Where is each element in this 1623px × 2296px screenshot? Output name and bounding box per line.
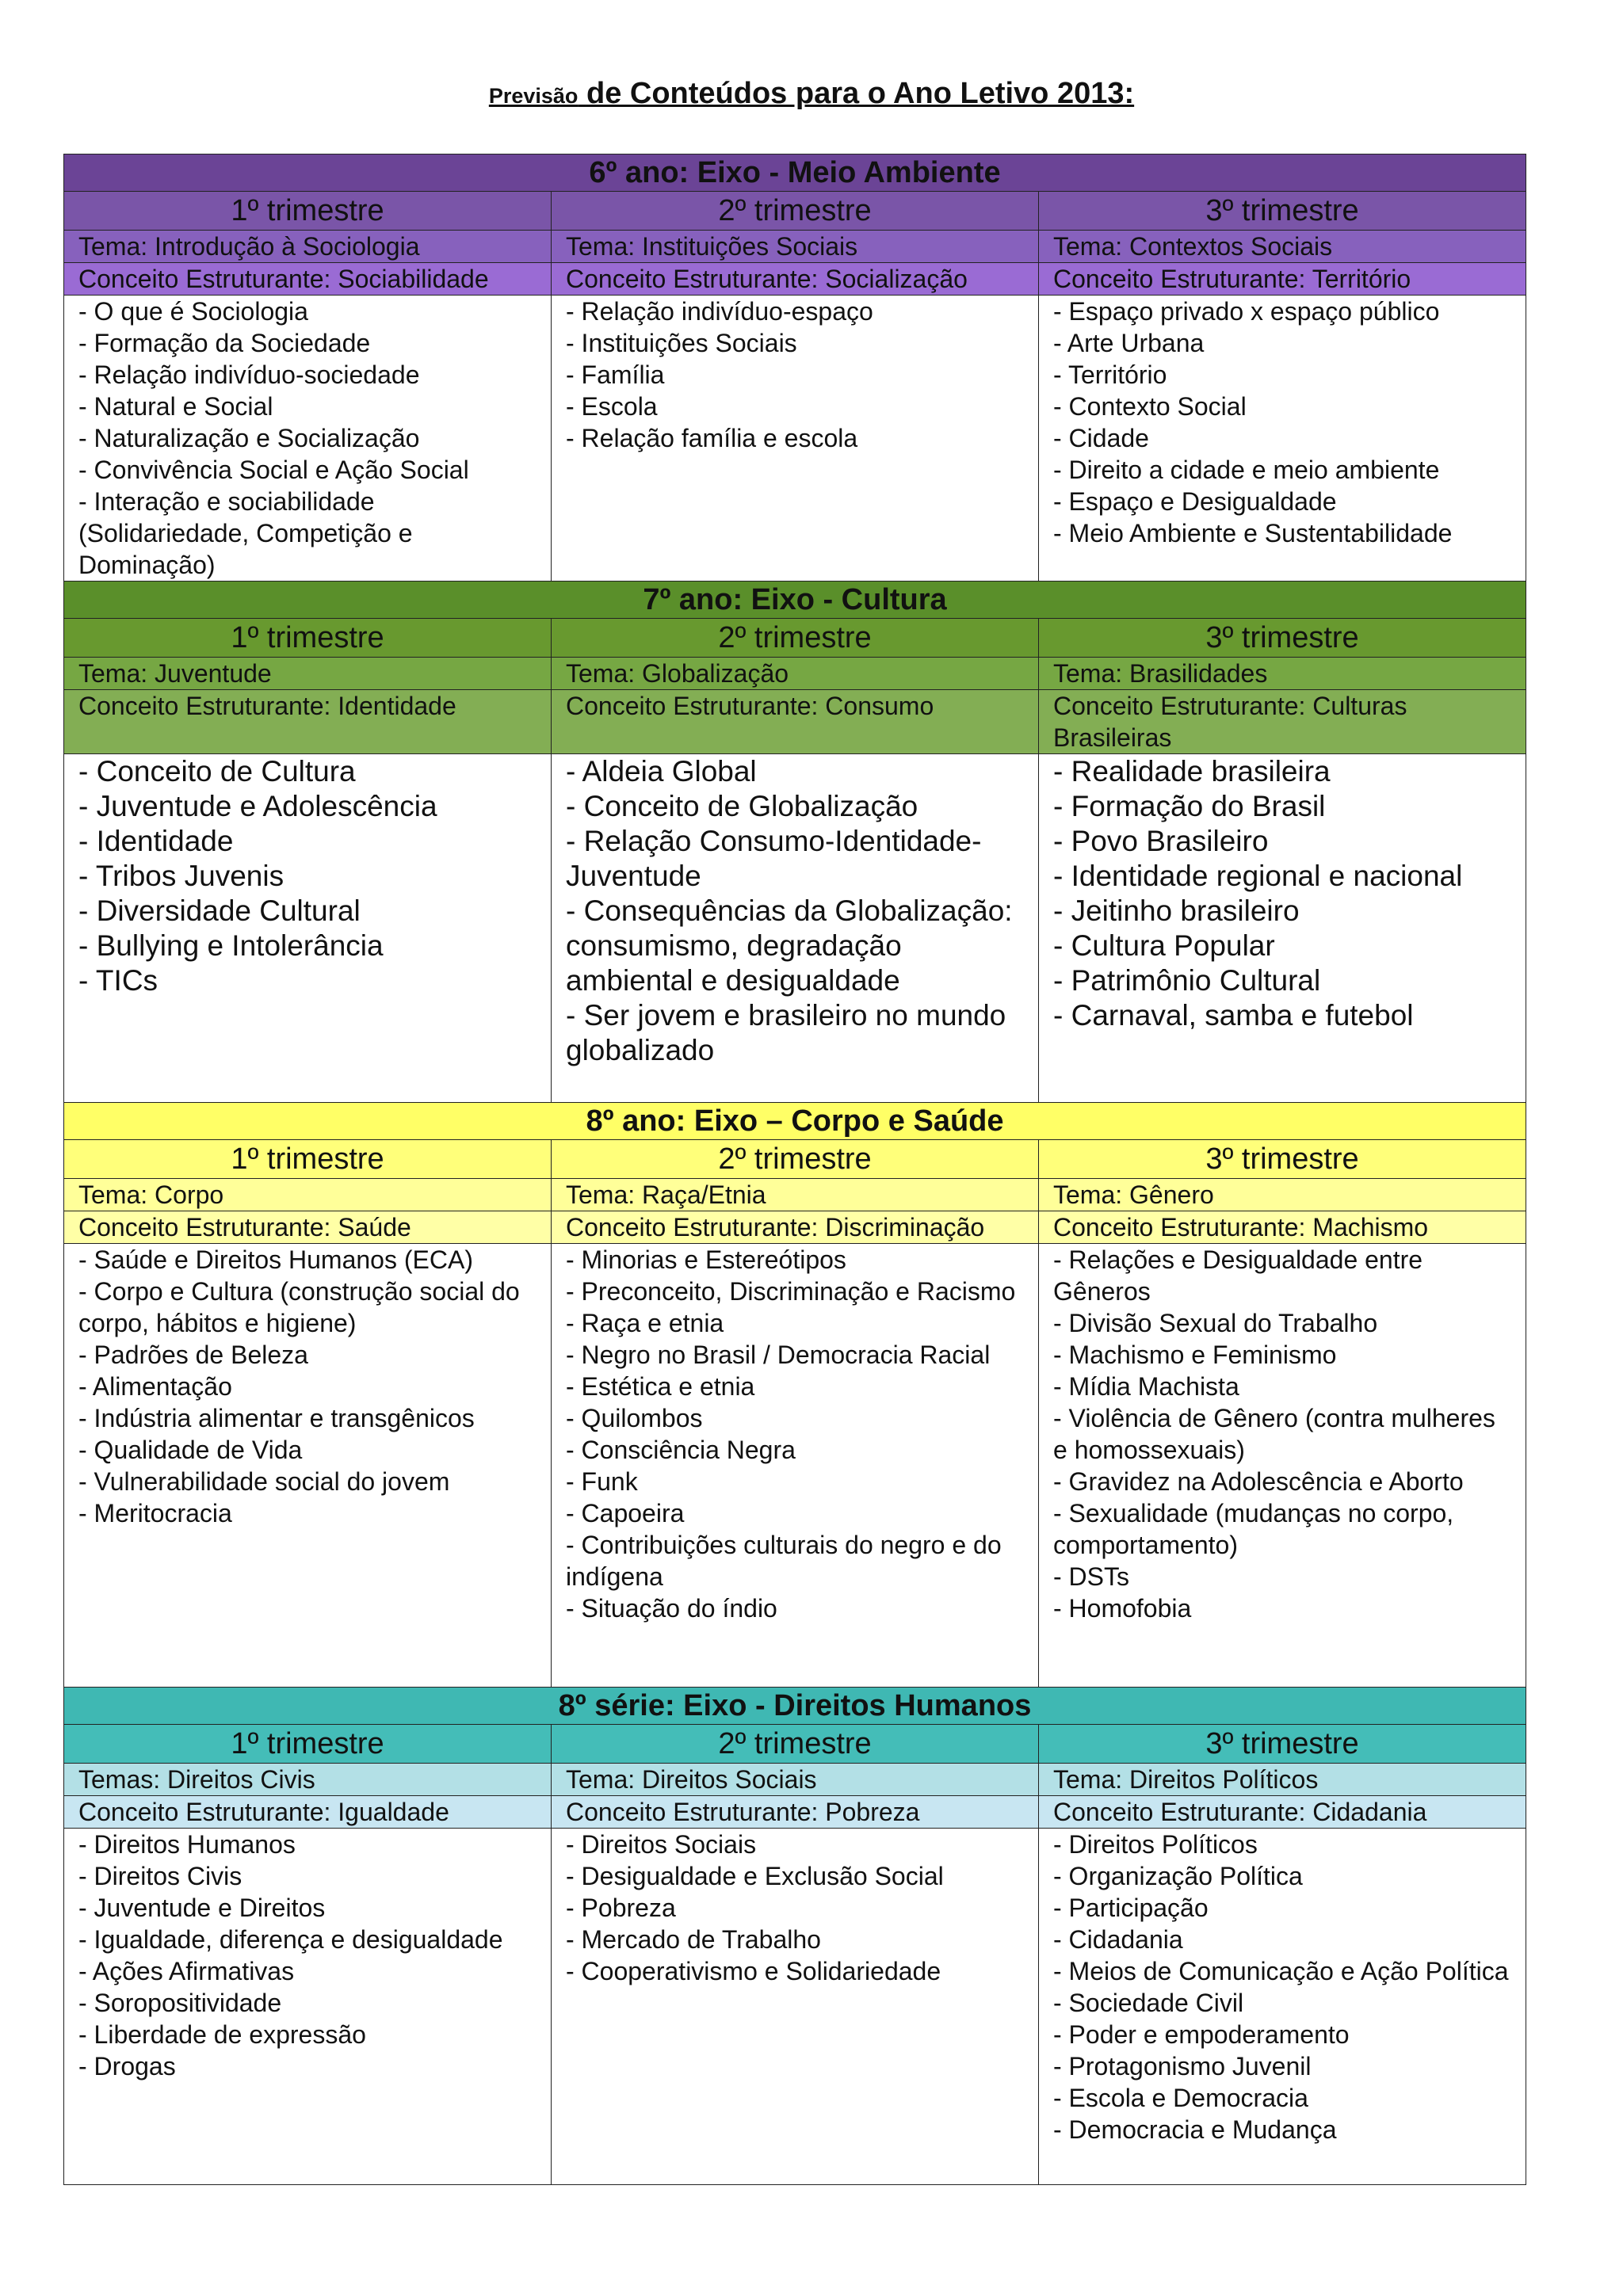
tema-cell: Tema: Raça/Etnia bbox=[552, 1179, 1039, 1211]
topic-item: - Capoeira bbox=[566, 1499, 685, 1527]
topic-item: - Estética e etnia bbox=[566, 1372, 755, 1401]
tema-cell: Tema: Direitos Políticos bbox=[1039, 1764, 1526, 1796]
topic-item: - Contribuições culturais do negro e do indígena bbox=[566, 1531, 1002, 1591]
topic-item: - Instituições Sociais bbox=[566, 329, 797, 357]
topic-item: - Naturalização e Socialização bbox=[78, 424, 420, 452]
topics-cell bbox=[1039, 296, 1526, 582]
topic-item: - Meritocracia bbox=[78, 1499, 232, 1527]
topic-item: - Realidade brasileira bbox=[1053, 755, 1331, 788]
topic-item: - Povo Brasileiro bbox=[1053, 825, 1269, 857]
topic-item: - Relação Consumo-Identidade-Juventude bbox=[566, 825, 982, 892]
topic-item: - Diversidade Cultural bbox=[78, 894, 361, 927]
topics-cell bbox=[1039, 754, 1526, 1103]
tema-cell: Temas: Direitos Civis bbox=[64, 1764, 552, 1796]
trimester-1-heading: 1º trimestre bbox=[64, 1140, 552, 1179]
topic-item: - Pobreza bbox=[566, 1894, 676, 1922]
topic-item: - Ser jovem e brasileiro no mundo globalizado bbox=[566, 999, 1006, 1066]
topic-item: - Quilombos bbox=[566, 1404, 703, 1432]
topic-item: - Escola e Democracia bbox=[1053, 2084, 1308, 2112]
topic-item: - Território bbox=[1053, 360, 1167, 389]
tema-cell: Tema: Globalização bbox=[552, 658, 1039, 690]
topics-cell bbox=[64, 1244, 552, 1688]
topic-item: - Drogas bbox=[78, 2052, 176, 2081]
conceito-row bbox=[64, 263, 1526, 296]
conceito-cell: Conceito Estruturante: Discriminação bbox=[552, 1211, 1039, 1244]
tema-row bbox=[64, 231, 1526, 263]
topic-item: - Padrões de Beleza bbox=[78, 1341, 308, 1369]
topic-item: - Machismo e Feminismo bbox=[1053, 1341, 1337, 1369]
conceito-cell: Conceito Estruturante: Consumo bbox=[552, 690, 1039, 754]
topics-cell bbox=[552, 754, 1039, 1103]
topic-item: - Qualidade de Vida bbox=[78, 1436, 303, 1464]
topic-item: - Cooperativismo e Solidariedade bbox=[566, 1957, 941, 1985]
topics-cell bbox=[64, 754, 552, 1103]
topic-item: - Identidade regional e nacional bbox=[1053, 860, 1463, 892]
topic-item: - Minorias e Estereótipos bbox=[566, 1245, 846, 1274]
topics-cell bbox=[64, 1829, 552, 2185]
axis-heading: 8º ano: Eixo – Corpo e Saúde bbox=[64, 1103, 1526, 1140]
conceito-row bbox=[64, 1796, 1526, 1829]
tema-cell: Tema: Direitos Sociais bbox=[552, 1764, 1039, 1796]
topic-item: - Cidade bbox=[1053, 424, 1149, 452]
conceito-cell: Conceito Estruturante: Culturas Brasileiras bbox=[1039, 690, 1526, 754]
trimester-3-heading: 3º trimestre bbox=[1039, 619, 1526, 658]
tema-cell: Tema: Introdução à Sociologia bbox=[64, 231, 552, 263]
trimester-3-heading: 3º trimestre bbox=[1039, 1140, 1526, 1179]
topic-item: - Corpo e Cultura (construção social do corpo, hábitos e higiene) bbox=[78, 1277, 520, 1337]
topic-item: - Carnaval, samba e futebol bbox=[1053, 999, 1414, 1032]
axis-heading: 8º série: Eixo - Direitos Humanos bbox=[64, 1688, 1526, 1725]
topic-item: - Tribos Juvenis bbox=[78, 860, 285, 892]
topic-item: - Identidade bbox=[78, 825, 234, 857]
topic-item: - Divisão Sexual do Trabalho bbox=[1053, 1309, 1378, 1337]
topic-item: - Relação família e escola bbox=[566, 424, 858, 452]
topic-item: - Relação indivíduo-sociedade bbox=[78, 360, 420, 389]
topic-item: - Jeitinho brasileiro bbox=[1053, 894, 1300, 927]
topic-item: - Organização Política bbox=[1053, 1862, 1303, 1890]
topic-item: - TICs bbox=[78, 964, 158, 997]
topic-item: - Bullying e Intolerância bbox=[78, 929, 384, 962]
topic-item: - Poder e empoderamento bbox=[1053, 2020, 1350, 2049]
trimester-row bbox=[64, 1725, 1526, 1764]
topic-item: - Funk bbox=[566, 1467, 638, 1496]
trimester-row bbox=[64, 619, 1526, 658]
topic-item: - Direito a cidade e meio ambiente bbox=[1053, 456, 1440, 484]
topic-item: - Formação do Brasil bbox=[1053, 790, 1326, 822]
topic-item: - Convivência Social e Ação Social bbox=[78, 456, 469, 484]
tema-cell: Tema: Juventude bbox=[64, 658, 552, 690]
topic-item: - Consciência Negra bbox=[566, 1436, 796, 1464]
trimester-2-heading: 2º trimestre bbox=[552, 1725, 1039, 1764]
topic-item: - Direitos Sociais bbox=[566, 1830, 757, 1859]
topics-cell bbox=[1039, 1829, 1526, 2185]
tema-row bbox=[64, 1764, 1526, 1796]
topic-item: - Natural e Social bbox=[78, 392, 273, 421]
topic-item: - Arte Urbana bbox=[1053, 329, 1205, 357]
topic-item: - Vulnerabilidade social do jovem bbox=[78, 1467, 450, 1496]
topic-item: - Aldeia Global bbox=[566, 755, 757, 788]
topic-item: - Relação indivíduo-espaço bbox=[566, 297, 873, 326]
topic-item: - Situação do índio bbox=[566, 1594, 777, 1623]
topics-cell bbox=[1039, 1244, 1526, 1688]
topic-item: - Igualdade, diferença e desigualdade bbox=[78, 1925, 503, 1954]
topics-row bbox=[64, 754, 1526, 1103]
topics-cell bbox=[552, 296, 1039, 582]
topic-item: - Saúde e Direitos Humanos (ECA) bbox=[78, 1245, 473, 1274]
topics-cell bbox=[64, 296, 552, 582]
tema-row bbox=[64, 1179, 1526, 1211]
trimester-3-heading: 3º trimestre bbox=[1039, 1725, 1526, 1764]
topic-item: - Gravidez na Adolescência e Aborto bbox=[1053, 1467, 1464, 1496]
tema-cell: Tema: Gênero bbox=[1039, 1179, 1526, 1211]
conceito-row bbox=[64, 690, 1526, 754]
topic-item: - Cidadania bbox=[1053, 1925, 1183, 1954]
conceito-cell: Conceito Estruturante: Território bbox=[1039, 263, 1526, 296]
conceito-cell: Conceito Estruturante: Igualdade bbox=[64, 1796, 552, 1829]
trimester-2-heading: 2º trimestre bbox=[552, 1140, 1039, 1179]
topic-item: - Raça e etnia bbox=[566, 1309, 724, 1337]
topic-item: - Negro no Brasil / Democracia Racial bbox=[566, 1341, 991, 1369]
topic-item: - Ações Afirmativas bbox=[78, 1957, 295, 1985]
section-axis-row bbox=[64, 582, 1526, 619]
topic-item: - Desigualdade e Exclusão Social bbox=[566, 1862, 944, 1890]
topic-item: - Democracia e Mudança bbox=[1053, 2115, 1337, 2144]
topic-item: - Liberdade de expressão bbox=[78, 2020, 366, 2049]
conceito-cell: Conceito Estruturante: Socialização bbox=[552, 263, 1039, 296]
trimester-row bbox=[64, 192, 1526, 231]
topic-item: - Mercado de Trabalho bbox=[566, 1925, 821, 1954]
topic-item: - Juventude e Adolescência bbox=[78, 790, 437, 822]
title-main: de Conteúdos para o Ano Letivo 2013: bbox=[586, 77, 1135, 110]
topic-item: - O que é Sociologia bbox=[78, 297, 308, 326]
topic-item: - Preconceito, Discriminação e Racismo bbox=[566, 1277, 1016, 1306]
topic-item: - Mídia Machista bbox=[1053, 1372, 1239, 1401]
topic-item: - Violência de Gênero (contra mulheres e homossexuais) bbox=[1053, 1404, 1495, 1464]
trimester-2-heading: 2º trimestre bbox=[552, 192, 1039, 231]
topic-item: - Alimentação bbox=[78, 1372, 232, 1401]
tema-cell: Tema: Instituições Sociais bbox=[552, 231, 1039, 263]
topic-item: - Conceito de Cultura bbox=[78, 755, 356, 788]
topic-item: - Conceito de Globalização bbox=[566, 790, 918, 822]
conceito-cell: Conceito Estruturante: Machismo bbox=[1039, 1211, 1526, 1244]
topic-item: - Meios de Comunicação e Ação Política bbox=[1053, 1957, 1509, 1985]
topic-item: - Juventude e Direitos bbox=[78, 1894, 326, 1922]
trimester-row bbox=[64, 1140, 1526, 1179]
trimester-1-heading: 1º trimestre bbox=[64, 619, 552, 658]
tema-cell: Tema: Brasilidades bbox=[1039, 658, 1526, 690]
topic-item: - Consequências da Globalização: consumismo, degradação ambiental e desigualdade bbox=[566, 894, 1013, 997]
trimester-3-heading: 3º trimestre bbox=[1039, 192, 1526, 231]
topic-item: - Contexto Social bbox=[1053, 392, 1247, 421]
conceito-cell: Conceito Estruturante: Pobreza bbox=[552, 1796, 1039, 1829]
topics-cell bbox=[552, 1244, 1039, 1688]
topic-item: - Patrimônio Cultural bbox=[1053, 964, 1321, 997]
topic-item: - Formação da Sociedade bbox=[78, 329, 371, 357]
title-prefix: Previsão bbox=[488, 84, 579, 108]
topic-item: - Direitos Civis bbox=[78, 1862, 242, 1890]
topic-item: - Relações e Desigualdade entre Gêneros bbox=[1053, 1245, 1423, 1306]
conceito-row bbox=[64, 1211, 1526, 1244]
topic-item: - Homofobia bbox=[1053, 1594, 1192, 1623]
axis-heading: 6º ano: Eixo - Meio Ambiente bbox=[64, 154, 1526, 192]
conceito-cell: Conceito Estruturante: Identidade bbox=[64, 690, 552, 754]
trimester-2-heading: 2º trimestre bbox=[552, 619, 1039, 658]
section-axis-row bbox=[64, 1688, 1526, 1725]
topic-item: - Espaço e Desigualdade bbox=[1053, 487, 1337, 516]
topics-row bbox=[64, 1829, 1526, 2185]
topic-item: - Sexualidade (mudanças no corpo, comportamento) bbox=[1053, 1499, 1454, 1559]
page-title bbox=[0, 76, 1623, 113]
section-axis-row bbox=[64, 1103, 1526, 1140]
topic-item: - Direitos Políticos bbox=[1053, 1830, 1258, 1859]
conceito-cell: Conceito Estruturante: Saúde bbox=[64, 1211, 552, 1244]
topic-item: - Interação e sociabilidade (Solidariedade, Competição e Dominação) bbox=[78, 487, 413, 579]
topic-item: - Participação bbox=[1053, 1894, 1209, 1922]
content-plan-table bbox=[63, 154, 1526, 2185]
conceito-cell: Conceito Estruturante: Sociabilidade bbox=[64, 263, 552, 296]
conceito-cell: Conceito Estruturante: Cidadania bbox=[1039, 1796, 1526, 1829]
topic-item: - Indústria alimentar e transgênicos bbox=[78, 1404, 475, 1432]
topic-item: - Sociedade Civil bbox=[1053, 1989, 1244, 2017]
topic-item: - Soropositividade bbox=[78, 1989, 282, 2017]
topic-item: - Espaço privado x espaço público bbox=[1053, 297, 1440, 326]
topic-item: - Protagonismo Juvenil bbox=[1053, 2052, 1312, 2081]
trimester-1-heading: 1º trimestre bbox=[64, 1725, 552, 1764]
topic-item: - Cultura Popular bbox=[1053, 929, 1275, 962]
topics-row bbox=[64, 1244, 1526, 1688]
topic-item: - Escola bbox=[566, 392, 658, 421]
topics-cell bbox=[552, 1829, 1039, 2185]
tema-cell: Tema: Contextos Sociais bbox=[1039, 231, 1526, 263]
section-axis-row bbox=[64, 154, 1526, 192]
topic-item: - Meio Ambiente e Sustentabilidade bbox=[1053, 519, 1453, 547]
topics-row bbox=[64, 296, 1526, 582]
topic-item: - Direitos Humanos bbox=[78, 1830, 296, 1859]
topic-item: - Família bbox=[566, 360, 665, 389]
tema-cell: Tema: Corpo bbox=[64, 1179, 552, 1211]
tema-row bbox=[64, 658, 1526, 690]
topic-item: - DSTs bbox=[1053, 1562, 1129, 1591]
trimester-1-heading: 1º trimestre bbox=[64, 192, 552, 231]
axis-heading: 7º ano: Eixo - Cultura bbox=[64, 582, 1526, 619]
